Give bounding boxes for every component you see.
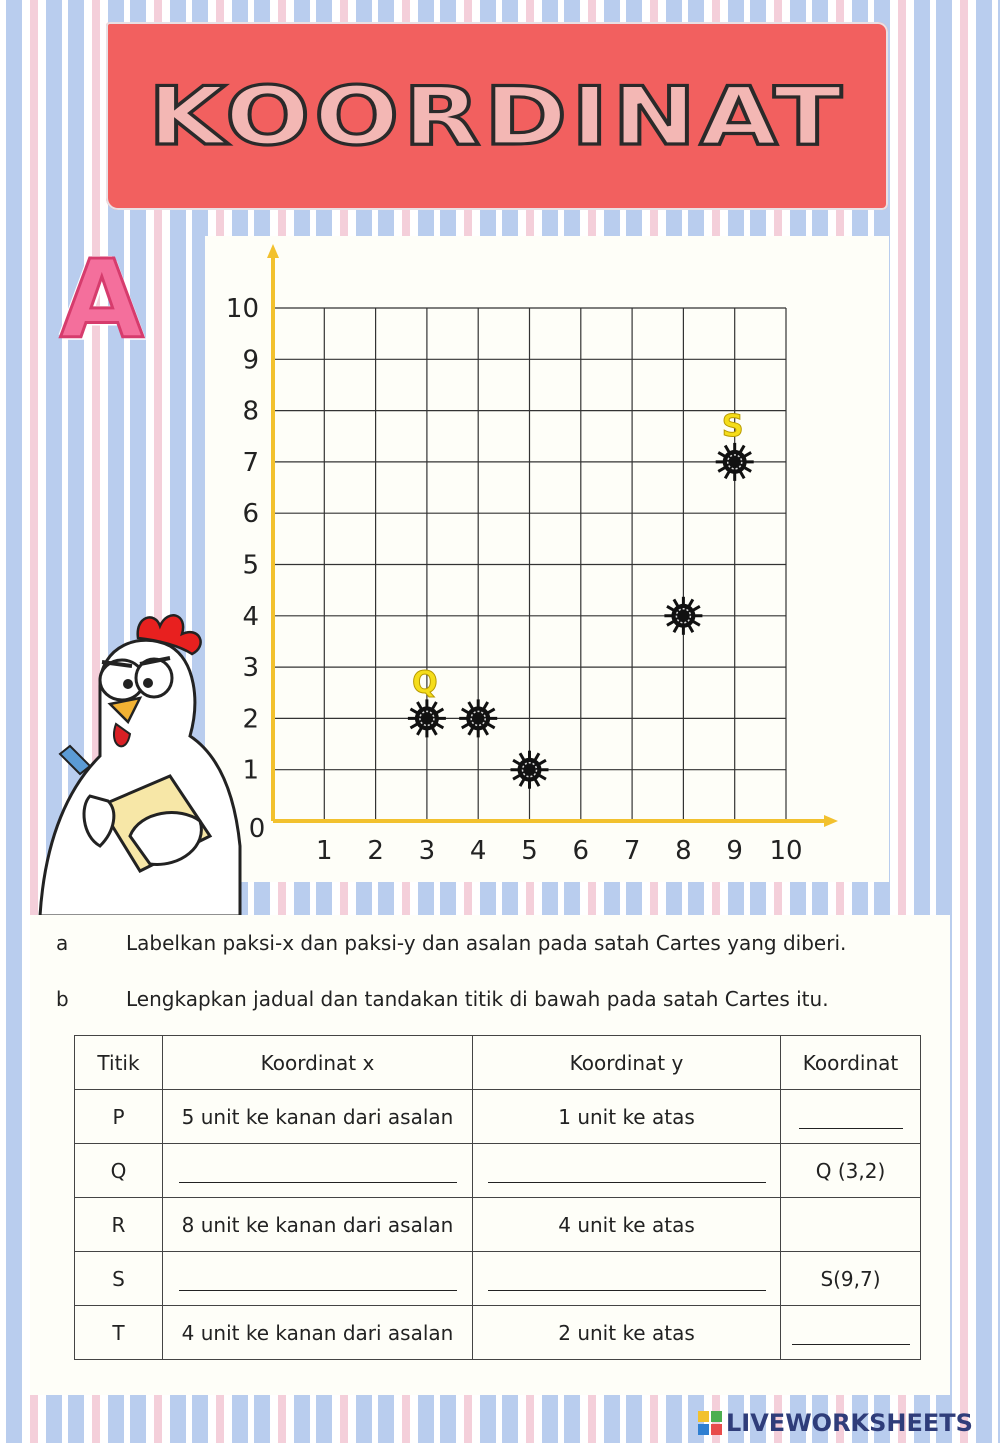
answer-blank[interactable] — [792, 1324, 910, 1345]
table-row — [75, 1306, 921, 1360]
origin-label: 0 — [248, 814, 266, 844]
y-tick-label: 7 — [242, 447, 259, 478]
instruction-text: Lengkapkan jadual dan tandakan titik di bawah pada satah Cartes itu. — [126, 987, 829, 1011]
section-letter: A — [60, 238, 144, 363]
y-tick-label: 1 — [242, 755, 259, 786]
answer-blank[interactable] — [179, 1162, 457, 1183]
cell-koordinat-x-blank[interactable] — [163, 1144, 473, 1198]
y-tick-label: 8 — [242, 396, 259, 427]
answer-blank[interactable] — [488, 1162, 766, 1183]
cell-koordinat: S(9,7) — [781, 1252, 921, 1306]
cell-koordinat-y-blank[interactable] — [473, 1144, 781, 1198]
cell-koordinat-y: 1 unit ke atas — [473, 1090, 781, 1144]
x-tick-label: 1 — [316, 836, 333, 866]
table-row — [75, 1198, 921, 1252]
cell-titik: R — [75, 1198, 163, 1252]
cell-koordinat-blank[interactable] — [781, 1090, 921, 1144]
x-tick-label: 3 — [418, 836, 436, 866]
cell-koordinat-x-blank[interactable] — [163, 1252, 473, 1306]
x-tick-label: 9 — [726, 836, 743, 866]
answer-blank[interactable] — [799, 1108, 903, 1129]
x-tick-label: 5 — [521, 836, 538, 866]
header-koordinat-y: Koordinat y — [473, 1036, 781, 1090]
cartesian-plane — [205, 236, 889, 882]
header-koordinat-x: Koordinat x — [163, 1036, 473, 1090]
cell-koordinat-empty[interactable] — [781, 1198, 921, 1252]
cell-titik: P — [75, 1090, 163, 1144]
header-koordinat: Koordinat — [781, 1036, 921, 1090]
cell-koordinat-x: 5 unit ke kanan dari asalan — [163, 1090, 473, 1144]
cell-titik: Q — [75, 1144, 163, 1198]
liveworksheets-brand[interactable] — [698, 1406, 973, 1440]
x-tick-label: 4 — [469, 836, 487, 866]
table-row — [75, 1252, 921, 1306]
cell-koordinat-y: 4 unit ke atas — [473, 1198, 781, 1252]
cell-koordinat-y: 2 unit ke atas — [473, 1306, 781, 1360]
instruction-label: a — [56, 931, 69, 955]
y-axis-arrow-icon — [267, 244, 279, 258]
cell-koordinat: Q (3,2) — [781, 1144, 921, 1198]
y-tick-label: 9 — [242, 345, 259, 376]
x-tick-label: 8 — [675, 836, 692, 866]
cell-koordinat-blank[interactable] — [781, 1306, 921, 1360]
coordinate-table — [74, 1035, 921, 1360]
chicken-illustration-icon — [30, 606, 250, 916]
brand-name: LIVEWORKSHEETS — [726, 1409, 973, 1437]
data-point — [716, 443, 754, 481]
page-title: KOORDINAT — [148, 69, 846, 163]
data-point — [459, 699, 497, 737]
point-label: S — [721, 408, 744, 444]
y-tick-label: 5 — [242, 550, 259, 581]
y-tick-label: 2 — [242, 704, 259, 735]
cell-koordinat-x: 8 unit ke kanan dari asalan — [163, 1198, 473, 1252]
answer-blank[interactable] — [488, 1270, 766, 1291]
instruction-text: Labelkan paksi-x dan paksi-y dan asalan pada satah Cartes yang diberi. — [126, 931, 847, 955]
cell-titik: T — [75, 1306, 163, 1360]
data-point — [511, 751, 549, 789]
x-tick-label: 2 — [367, 836, 384, 866]
table-row — [75, 1090, 921, 1144]
worksheet-content — [30, 915, 950, 1395]
x-tick-label: 7 — [623, 836, 641, 866]
table-row — [75, 1144, 921, 1198]
instruction-label: b — [56, 987, 69, 1011]
y-tick-label: 6 — [242, 499, 259, 530]
data-point — [408, 699, 446, 737]
cartesian-plane-panel — [205, 236, 889, 882]
x-axis-arrow-icon — [824, 815, 838, 827]
liveworksheets-logo-icon — [698, 1411, 722, 1435]
header-titik: Titik — [75, 1036, 163, 1090]
point-label: Q — [412, 665, 438, 701]
data-point — [664, 597, 702, 635]
y-tick-label: 10 — [225, 294, 259, 324]
table-header-row — [75, 1036, 921, 1090]
y-tick-label: 3 — [242, 653, 259, 684]
cell-koordinat-y-blank[interactable] — [473, 1252, 781, 1306]
x-tick-label: 6 — [572, 836, 590, 866]
cell-titik: S — [75, 1252, 163, 1306]
title-banner — [106, 22, 888, 210]
y-tick-label: 4 — [242, 601, 259, 632]
answer-blank[interactable] — [179, 1270, 457, 1291]
cell-koordinat-x: 4 unit ke kanan dari asalan — [163, 1306, 473, 1360]
x-tick-label: 10 — [769, 836, 803, 866]
